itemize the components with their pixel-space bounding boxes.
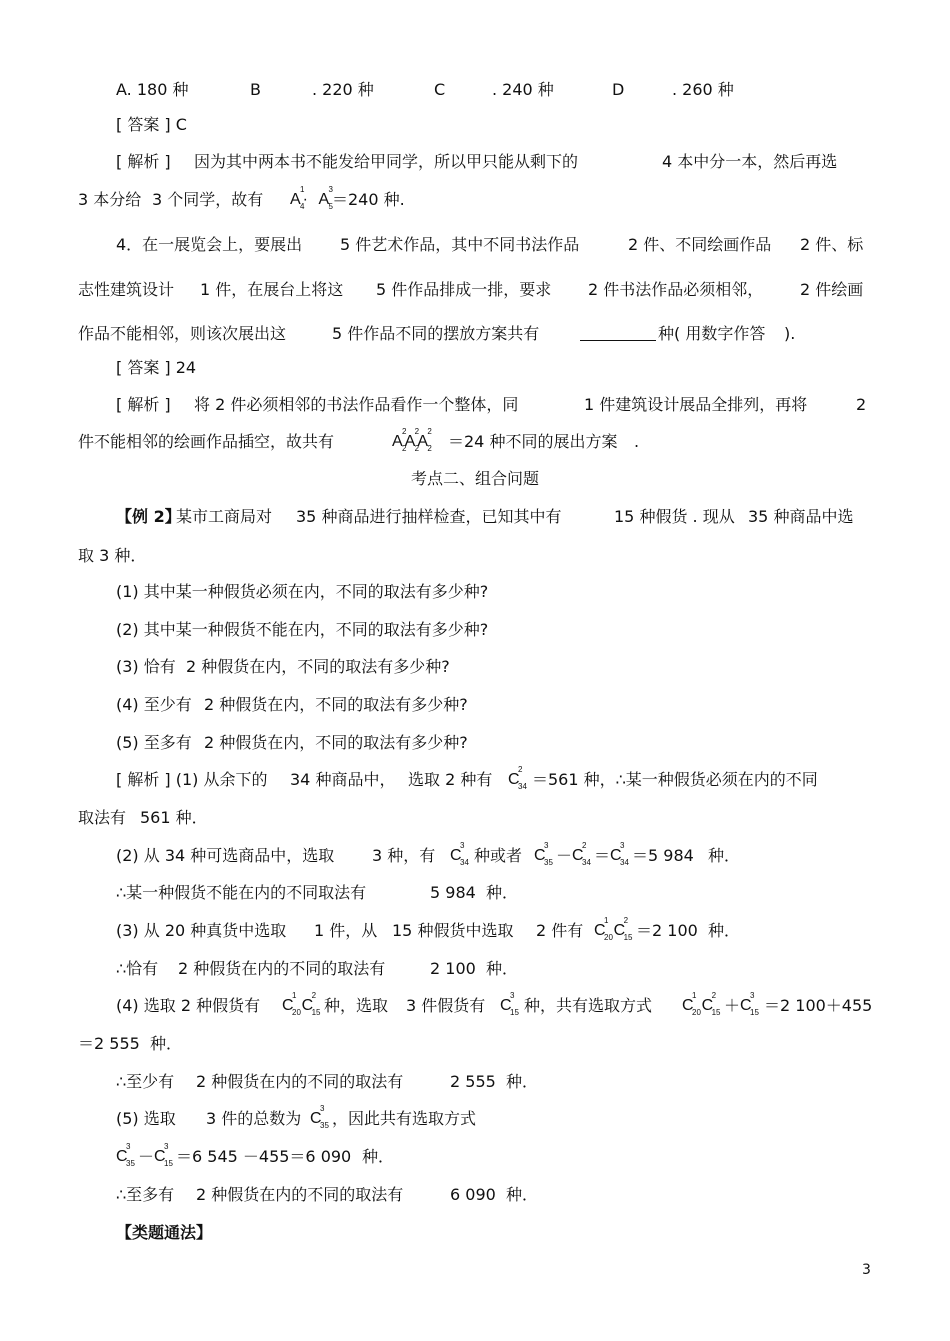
question-text: 2 件、不同绘画作品 (628, 235, 772, 254)
analysis-text: 2 (856, 395, 867, 414)
solution-text: (5) 选取 (116, 1109, 176, 1128)
math-var: C 2 15 (301, 991, 321, 1017)
option-a: A. 180 种 (116, 80, 189, 99)
question-text: 2 件书法作品必须相邻， (588, 280, 764, 299)
question-text: 志性建筑设计 (78, 280, 175, 299)
solution-text: 种． (486, 883, 519, 902)
solution-text: 种． (506, 1185, 539, 1204)
solution-text: ＋ (724, 996, 741, 1015)
formula-c1-20-c2-15 (282, 991, 321, 1017)
solution-text: － (556, 846, 573, 865)
math-var: C 3 15 (740, 991, 759, 1017)
solution-text: 561 种． (140, 808, 208, 827)
formula-a4-a3: A 1 4 · A 3 5 (290, 185, 333, 211)
formula-c3-35 (310, 1104, 329, 1130)
solution-text: ＝6 545 －455＝6 090 (176, 1147, 352, 1166)
solution-text: 2 种假货在内的不同的取法有 (196, 1072, 404, 1091)
math-var: A 2 2 (404, 427, 420, 453)
solution-text: 选取 2 种有 (408, 770, 493, 789)
method-heading: 【类题通法】 (116, 1223, 213, 1242)
formula-c3-34 (610, 841, 629, 867)
solution-text: 种，共有选取方式 (524, 996, 653, 1015)
example-text: 35 种商品进行抽样检查，已知其中有 (296, 507, 562, 526)
solution-text: 15 种假货中选取 (392, 921, 514, 940)
solution-text: (3) 从 20 种真货中选取 (116, 921, 287, 940)
solution-text: 种． (486, 959, 519, 978)
question-text: 5 件作品不同的摆放方案共有 (332, 324, 540, 343)
analysis-text: ＝24 种不同的展出方案 (448, 432, 618, 451)
math-var: C 2 15 (701, 991, 721, 1017)
solution-text: 6 090 (450, 1185, 496, 1204)
question-text: ). (784, 324, 796, 343)
solution-text: ＝2 555 (78, 1034, 140, 1053)
math-var: C 3 15 (154, 1142, 173, 1168)
math-var: C 3 15 (500, 991, 519, 1017)
question-text: 2 件、标 (800, 235, 864, 254)
solution-text: 5 984 (430, 883, 476, 902)
solution-text: 3 种，有 (372, 846, 436, 865)
solution-text: 3 件假货有 (406, 996, 486, 1015)
formula-a2-a2-a2 (392, 427, 432, 453)
formula-c3-15 (740, 991, 759, 1017)
analysis-text: . (634, 432, 640, 451)
math-var: C 3 35 (534, 841, 553, 867)
formula-c3-34 (450, 841, 469, 867)
solution-text: ＝2 100 (636, 921, 698, 940)
solution-text: 2 100 (430, 959, 476, 978)
solution-text: 种或者 (474, 846, 523, 865)
solution-text: [ 解析 ] (1) 从余下的 (116, 770, 268, 789)
solution-text: 种． (362, 1147, 395, 1166)
solution-text: 2 555 (450, 1072, 496, 1091)
question-text: 5 件艺术作品，其中不同书法作品 (340, 235, 580, 254)
question-text: 5 件作品排成一排，要求 (376, 280, 552, 299)
solution-text: 取法有 (78, 808, 127, 827)
solution-text: ∴恰有 (116, 959, 159, 978)
math-var: C 2 34 (572, 841, 591, 867)
solution-text: 3 件的总数为 (206, 1109, 302, 1128)
math-var: C 1 20 (282, 991, 301, 1017)
question-text: (3) 恰有 (116, 657, 176, 676)
math-var: A 2 2 (392, 427, 407, 453)
solution-text: 2 种假货在内的不同的取法有 (196, 1185, 404, 1204)
solution-text: 34 种商品中， (290, 770, 396, 789)
solution-text: 2 种假货在内的不同的取法有 (178, 959, 386, 978)
analysis-text: 件不能相邻的绘画作品插空，故共有 (78, 432, 335, 451)
q3-answer: [ 答案 ] C (116, 115, 187, 134)
formula-c3-15 (154, 1142, 173, 1168)
analysis-text: 将 2 件必须相邻的书法作品看作一个整体，同 (194, 395, 519, 414)
solution-text: ∴某一种假货不能在内的不同取法有 (116, 883, 367, 902)
question-text: 种( 用数字作答 (658, 324, 766, 343)
math-var: A 3 5 (318, 185, 333, 211)
solution-text: ∴至少有 (116, 1072, 175, 1091)
analysis-text: ＝240 种. (332, 190, 405, 209)
option-d-value: . 260 种 (672, 80, 734, 99)
analysis-text: 3 个同学，故有 (152, 190, 264, 209)
formula-c3-35 (534, 841, 553, 867)
math-var: C 3 34 (450, 841, 469, 867)
option-c-value: . 240 种 (492, 80, 554, 99)
math-var: C 2 34 (508, 765, 527, 791)
question-text: 2 种假货在内，不同的取法有多少种? (204, 733, 468, 752)
answer-blank (580, 324, 656, 341)
analysis-label: [ 解析 ] (116, 152, 171, 171)
solution-text: (2) 从 34 种可选商品中，选取 (116, 846, 335, 865)
option-c: C (434, 80, 446, 99)
math-var: C 3 35 (116, 1142, 135, 1168)
solution-text: ＝2 100＋455 (764, 996, 873, 1015)
solution-text: － (138, 1147, 155, 1166)
analysis-text: 4 本中分一本，然后再选 (662, 152, 838, 171)
question-text: 4．在一展览会上，要展出 (116, 235, 303, 254)
math-var: C 3 34 (610, 841, 629, 867)
solution-text: ，因此共有选取方式 (332, 1109, 477, 1128)
option-b: B (250, 80, 261, 99)
analysis-text: 因为其中两本书不能发给甲同学，所以甲只能从剩下的 (194, 152, 579, 171)
solution-text: 种． (708, 846, 741, 865)
question-text: (4) 至少有 (116, 695, 192, 714)
solution-text: ∴至多有 (116, 1185, 175, 1204)
question-text: 1 件，在展台上将这 (200, 280, 344, 299)
example-label: 【例 2】 (116, 507, 181, 526)
question-text: 2 种假货在内，不同的取法有多少种? (204, 695, 468, 714)
math-var: C 2 15 (613, 916, 633, 942)
solution-text: ＝5 984 (632, 846, 694, 865)
math-var: C 3 35 (310, 1104, 329, 1130)
formula-c3-35 (116, 1142, 135, 1168)
analysis-label: [ 解析 ] (116, 395, 171, 414)
example-text: 15 种假货 . 现从 (614, 507, 735, 526)
question-text: 2 件绘画 (800, 280, 864, 299)
analysis-text: 3 本分给 (78, 190, 142, 209)
formula-c2-34 (572, 841, 591, 867)
formula-c3-15 (500, 991, 519, 1017)
example2-question-2: (2) 其中某一种假货不能在内，不同的取法有多少种? (116, 620, 489, 639)
analysis-text: 1 件建筑设计展品全排列，再将 (584, 395, 808, 414)
solution-text: 2 件有 (536, 921, 584, 940)
math-var: C 1 20 (682, 991, 701, 1017)
page-number: 3 (862, 1262, 871, 1278)
example2-question-1: (1) 其中某一种假货必须在内，不同的取法有多少种? (116, 582, 489, 601)
option-b-value: . 220 种 (312, 80, 374, 99)
solution-text: 种． (708, 921, 741, 940)
example-text: 35 种商品中选 (748, 507, 854, 526)
solution-text: ＝ (594, 846, 611, 865)
formula-c1-20-c2-15 (682, 991, 721, 1017)
math-var: A 1 4 (290, 185, 305, 211)
solution-text: 种． (150, 1034, 183, 1053)
option-d: D (612, 80, 625, 99)
solution-text: ＝561 种，∴某一种假货必须在内的不同 (532, 770, 818, 789)
solution-text: (4) 选取 2 种假货有 (116, 996, 261, 1015)
example2-line2: 取 3 种． (78, 546, 147, 565)
question-text: (5) 至多有 (116, 733, 192, 752)
question-text: 2 种假货在内，不同的取法有多少种? (186, 657, 450, 676)
q4-answer: [ 答案 ] 24 (116, 358, 197, 377)
math-var: A 2 2 (417, 427, 432, 453)
math-var: C 1 20 (594, 916, 613, 942)
solution-text: 1 件，从 (314, 921, 378, 940)
formula-c1-20-c2-15 (594, 916, 633, 942)
example-text: 某市工商局对 (176, 507, 273, 526)
formula-c2-34 (508, 765, 527, 791)
question-text: 作品不能相邻，则该次展出这 (78, 324, 287, 343)
solution-text: 种． (506, 1072, 539, 1091)
solution-text: 种，选取 (324, 996, 389, 1015)
section-title: 考点二、组合问题 (410, 469, 539, 488)
